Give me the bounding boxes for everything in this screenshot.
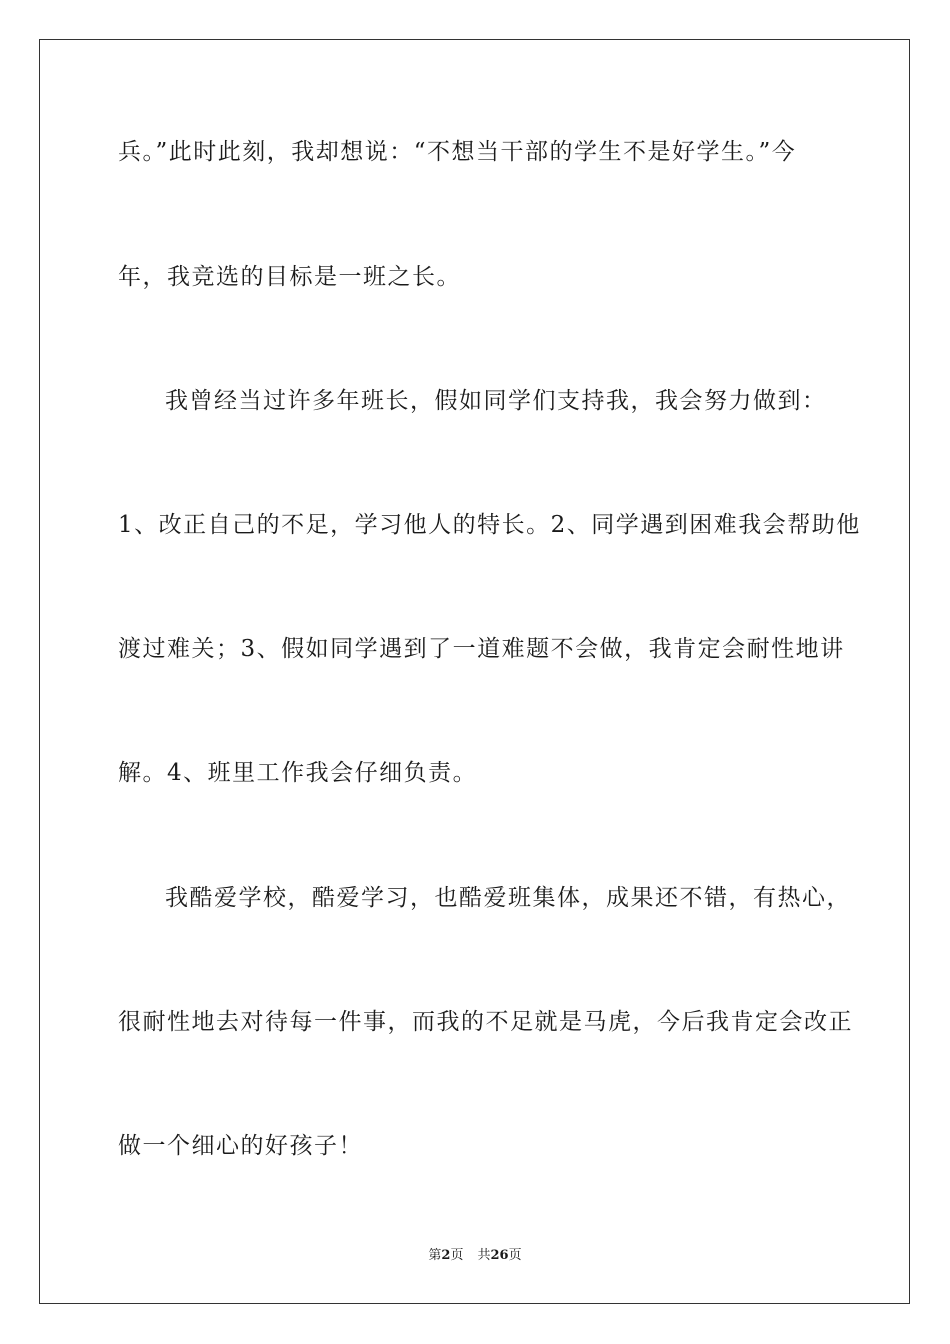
page-suffix: 页 — [450, 1248, 464, 1263]
current-page-number: 2 — [441, 1248, 451, 1263]
page-prefix: 第 — [428, 1248, 442, 1263]
text-line: 做一个细心的好孩子！ — [118, 1133, 363, 1159]
text-line: 兵。”此时此刻，我却想说：“不想当干部的学生不是好学生。”今 — [118, 139, 797, 165]
total-page-count: 26 — [490, 1248, 509, 1263]
total-prefix: 共 — [477, 1248, 491, 1263]
paragraph-start-line: 我曾经当过许多年班长，假如同学们支持我，我会努力做到： — [165, 388, 827, 414]
text-line: 很耐性地去对待每一件事，而我的不足就是马虎，今后我肯定会改正 — [118, 1009, 853, 1035]
total-suffix: 页 — [508, 1248, 522, 1263]
text-line: 渡过难关；3、假如同学遇到了一道难题不会做，我肯定会耐性地讲 — [118, 636, 845, 662]
text-line: 年，我竞选的目标是一班之长。 — [118, 264, 461, 290]
page-footer — [0, 1247, 950, 1265]
paragraph-start-line: 我酷爱学校，酷爱学习，也酷爱班集体，成果还不错，有热心， — [165, 885, 851, 911]
page-border — [39, 39, 910, 1304]
text-line: 1、改正自己的不足，学习他人的特长。2、同学遇到困难我会帮助他 — [118, 512, 861, 538]
text-line: 解。4、班里工作我会仔细负责。 — [118, 760, 478, 786]
